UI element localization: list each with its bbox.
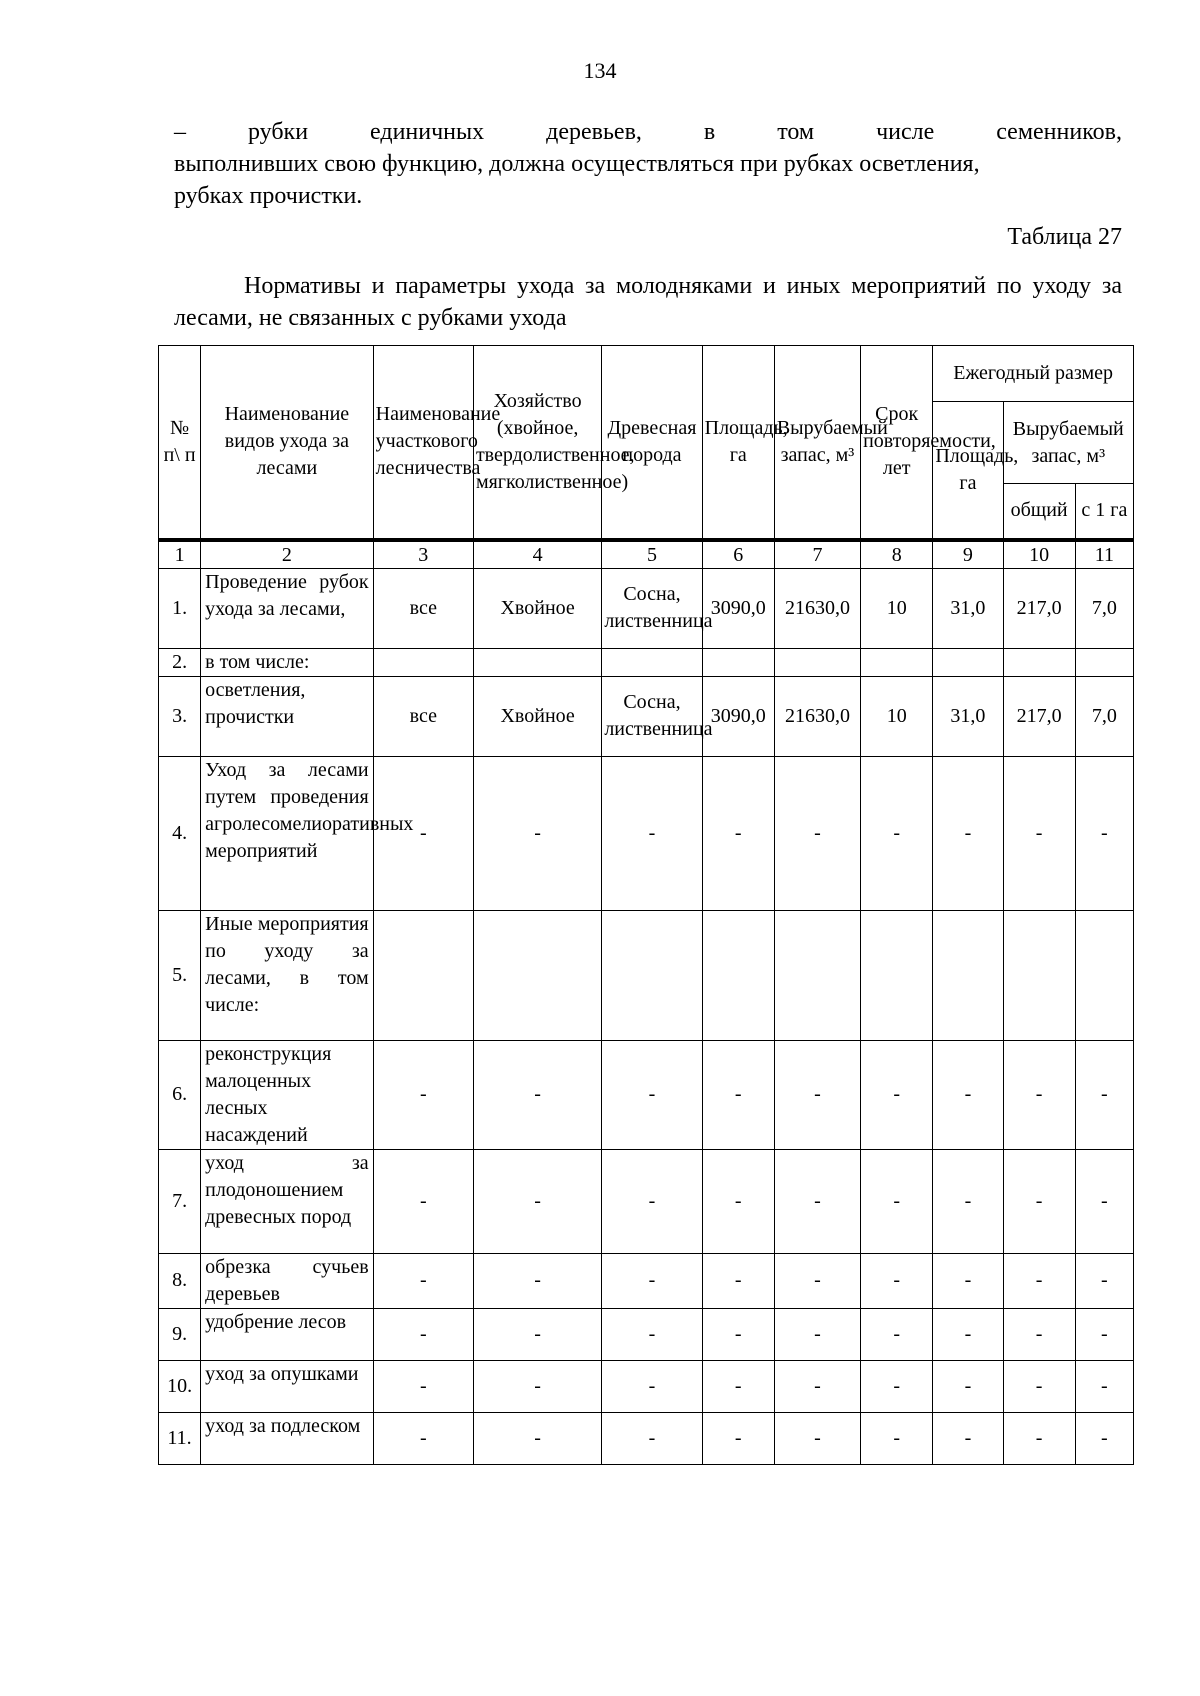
- header-name: Наименование видов ухода за лесами: [201, 346, 374, 540]
- header-area: Площадь, га: [702, 346, 774, 540]
- row-farm: [473, 910, 601, 1040]
- row-period: -: [861, 1360, 933, 1412]
- intro-line-2: выполнивших свою функцию, должна осуществляться при рубках осветления,: [174, 151, 980, 177]
- row-name: в том числе:: [201, 648, 374, 676]
- norms-table: [158, 345, 1134, 1465]
- row-cut-stock: [774, 648, 860, 676]
- intro-word: семенников,: [996, 119, 1122, 145]
- header-farm: Хозяйство (хвойное, твердолиственное, мягколиственное): [473, 346, 601, 540]
- row-annual-area: -: [933, 1149, 1003, 1253]
- row-farm: -: [473, 1412, 601, 1464]
- header-num: № п\ п: [159, 346, 201, 540]
- row-district: -: [373, 1149, 473, 1253]
- row-annual-area: -: [933, 1360, 1003, 1412]
- row-total: 217,0: [1003, 568, 1075, 648]
- row-period: -: [861, 1149, 933, 1253]
- row-annual-area: [933, 910, 1003, 1040]
- row-total: [1003, 910, 1075, 1040]
- row-total: -: [1003, 1360, 1075, 1412]
- row-species: Сосна, лиственница: [602, 676, 702, 756]
- row-per-ha: -: [1075, 1253, 1133, 1308]
- row-per-ha: [1075, 910, 1133, 1040]
- row-per-ha: -: [1075, 1149, 1133, 1253]
- row-annual-area: -: [933, 1253, 1003, 1308]
- table-row: [159, 1412, 1134, 1464]
- row-num: 3.: [159, 676, 201, 756]
- row-period: -: [861, 1253, 933, 1308]
- table-row: [159, 676, 1134, 756]
- row-per-ha: 7,0: [1075, 568, 1133, 648]
- row-farm: [473, 648, 601, 676]
- row-num: 1.: [159, 568, 201, 648]
- row-name: Уход за лесами путем проведения агролесомелиоративных мероприятий: [201, 756, 374, 910]
- row-species: -: [602, 1040, 702, 1149]
- column-numbers-row: [159, 540, 1134, 569]
- column-number: 4: [473, 540, 601, 569]
- column-number: 6: [702, 540, 774, 569]
- row-area: [702, 648, 774, 676]
- row-species: Сосна, лиственница: [602, 568, 702, 648]
- row-species: -: [602, 1149, 702, 1253]
- row-name: уход за плодоношением древесных пород: [201, 1149, 374, 1253]
- row-total: -: [1003, 1308, 1075, 1360]
- row-district: -: [373, 1360, 473, 1412]
- row-num: 2.: [159, 648, 201, 676]
- intro-word: рубки: [247, 119, 309, 145]
- row-name: осветления, прочистки: [201, 676, 374, 756]
- table-row: [159, 1149, 1134, 1253]
- row-species: -: [602, 1360, 702, 1412]
- row-annual-area: -: [933, 1308, 1003, 1360]
- row-farm: -: [473, 1253, 601, 1308]
- row-period: -: [861, 1308, 933, 1360]
- column-number: 1: [159, 540, 201, 569]
- intro-word: деревьев,: [546, 119, 642, 145]
- header-per-ha: с 1 га: [1075, 484, 1133, 540]
- column-number: 11: [1075, 540, 1133, 569]
- row-species: -: [602, 1253, 702, 1308]
- intro-word: единичных: [370, 119, 485, 145]
- column-number: 2: [201, 540, 374, 569]
- row-species: -: [602, 756, 702, 910]
- row-name: уход за опушками: [201, 1360, 374, 1412]
- row-cut-stock: -: [774, 1149, 860, 1253]
- row-num: 4.: [159, 756, 201, 910]
- header-annual-stock: Вырубаемый запас, м³: [1003, 402, 1133, 484]
- row-annual-area: -: [933, 1040, 1003, 1149]
- row-farm: -: [473, 1308, 601, 1360]
- row-species: [602, 648, 702, 676]
- intro-word: числе: [876, 119, 935, 145]
- header-period: Срок повторяемости, лет: [861, 346, 933, 540]
- row-annual-area: -: [933, 1412, 1003, 1464]
- table-row: [159, 1308, 1134, 1360]
- intro-word: –: [174, 119, 186, 145]
- row-species: -: [602, 1412, 702, 1464]
- row-district: -: [373, 1040, 473, 1149]
- row-num: 5.: [159, 910, 201, 1040]
- row-name: Проведение рубок ухода за лесами,: [201, 568, 374, 648]
- row-num: 9.: [159, 1308, 201, 1360]
- row-period: -: [861, 1412, 933, 1464]
- column-number: 3: [373, 540, 473, 569]
- row-cut-stock: [774, 910, 860, 1040]
- row-num: 8.: [159, 1253, 201, 1308]
- row-area: -: [702, 756, 774, 910]
- row-district: все: [373, 676, 473, 756]
- row-area: -: [702, 1308, 774, 1360]
- row-total: 217,0: [1003, 676, 1075, 756]
- header-total: общий: [1003, 484, 1075, 540]
- row-area: -: [702, 1040, 774, 1149]
- row-district: -: [373, 1412, 473, 1464]
- column-number: 5: [602, 540, 702, 569]
- row-cut-stock: -: [774, 1308, 860, 1360]
- header-district: Наименование участкового лесничества: [373, 346, 473, 540]
- row-cut-stock: -: [774, 1253, 860, 1308]
- row-per-ha: -: [1075, 1360, 1133, 1412]
- row-species: -: [602, 1308, 702, 1360]
- row-farm: -: [473, 1360, 601, 1412]
- row-cut-stock: -: [774, 756, 860, 910]
- page-number: 134: [583, 58, 617, 83]
- header-annual: Ежегодный размер: [933, 346, 1134, 402]
- row-period: -: [861, 756, 933, 910]
- row-per-ha: -: [1075, 1040, 1133, 1149]
- row-name: обрезка сучьев деревьев: [201, 1253, 374, 1308]
- row-district: -: [373, 756, 473, 910]
- row-area: 3090,0: [702, 568, 774, 648]
- row-total: -: [1003, 756, 1075, 910]
- row-area: -: [702, 1360, 774, 1412]
- row-farm: Хвойное: [473, 676, 601, 756]
- column-number: 10: [1003, 540, 1075, 569]
- intro-line-1: [174, 116, 1122, 148]
- row-area: -: [702, 1253, 774, 1308]
- row-area: -: [702, 1412, 774, 1464]
- row-num: 11.: [159, 1412, 201, 1464]
- row-farm: Хвойное: [473, 568, 601, 648]
- row-farm: -: [473, 1149, 601, 1253]
- row-annual-area: 31,0: [933, 676, 1003, 756]
- row-area: -: [702, 1149, 774, 1253]
- row-per-ha: [1075, 648, 1133, 676]
- row-farm: -: [473, 1040, 601, 1149]
- row-num: 6.: [159, 1040, 201, 1149]
- intro-word: в: [703, 119, 716, 145]
- row-num: 7.: [159, 1149, 201, 1253]
- row-district: все: [373, 568, 473, 648]
- row-cut-stock: 21630,0: [774, 568, 860, 648]
- row-name: реконструкция малоценных лесных насаждений: [201, 1040, 374, 1149]
- intro-line-3: рубках прочистки.: [174, 183, 363, 209]
- row-period: [861, 648, 933, 676]
- row-per-ha: -: [1075, 756, 1133, 910]
- row-num: 10.: [159, 1360, 201, 1412]
- row-cut-stock: 21630,0: [774, 676, 860, 756]
- row-annual-area: -: [933, 756, 1003, 910]
- column-number: 7: [774, 540, 860, 569]
- row-period: -: [861, 1040, 933, 1149]
- table-row: [159, 1253, 1134, 1308]
- column-number: 8: [861, 540, 933, 569]
- row-annual-area: 31,0: [933, 568, 1003, 648]
- header-annual-area: Площадь, га: [933, 402, 1003, 540]
- table-title: Нормативы и параметры ухода за молодняками и иных мероприятий по уходу за лесами, не связанных с рубками ухода: [174, 273, 1122, 331]
- table-row: [159, 910, 1134, 1040]
- row-total: -: [1003, 1149, 1075, 1253]
- row-per-ha: -: [1075, 1308, 1133, 1360]
- row-species: [602, 910, 702, 1040]
- row-cut-stock: -: [774, 1360, 860, 1412]
- header-species: Древесная порода: [602, 346, 702, 540]
- row-name: уход за подлеском: [201, 1412, 374, 1464]
- table-body: [159, 540, 1134, 1465]
- row-name: удобрение лесов: [201, 1308, 374, 1360]
- row-total: -: [1003, 1253, 1075, 1308]
- row-district: -: [373, 1253, 473, 1308]
- row-per-ha: 7,0: [1075, 676, 1133, 756]
- intro-word: том: [777, 119, 815, 145]
- row-district: [373, 910, 473, 1040]
- table-row: [159, 756, 1134, 910]
- row-total: -: [1003, 1040, 1075, 1149]
- row-period: 10: [861, 676, 933, 756]
- table-row: [159, 1360, 1134, 1412]
- row-total: [1003, 648, 1075, 676]
- table-number: Таблица 27: [1007, 224, 1122, 250]
- row-cut-stock: -: [774, 1040, 860, 1149]
- row-period: [861, 910, 933, 1040]
- header-cut-stock: Вырубаемый запас, м³: [774, 346, 860, 540]
- row-per-ha: -: [1075, 1412, 1133, 1464]
- row-area: 3090,0: [702, 676, 774, 756]
- table-row: [159, 1040, 1134, 1149]
- table-row: [159, 568, 1134, 648]
- row-total: -: [1003, 1412, 1075, 1464]
- intro-paragraph: [174, 116, 1122, 212]
- row-name: Иные мероприятия по уходу за лесами, в том числе:: [201, 910, 374, 1040]
- row-area: [702, 910, 774, 1040]
- row-farm: -: [473, 756, 601, 910]
- column-number: 9: [933, 540, 1003, 569]
- row-district: -: [373, 1308, 473, 1360]
- table-row: [159, 648, 1134, 676]
- row-cut-stock: -: [774, 1412, 860, 1464]
- row-district: [373, 648, 473, 676]
- row-annual-area: [933, 648, 1003, 676]
- row-period: 10: [861, 568, 933, 648]
